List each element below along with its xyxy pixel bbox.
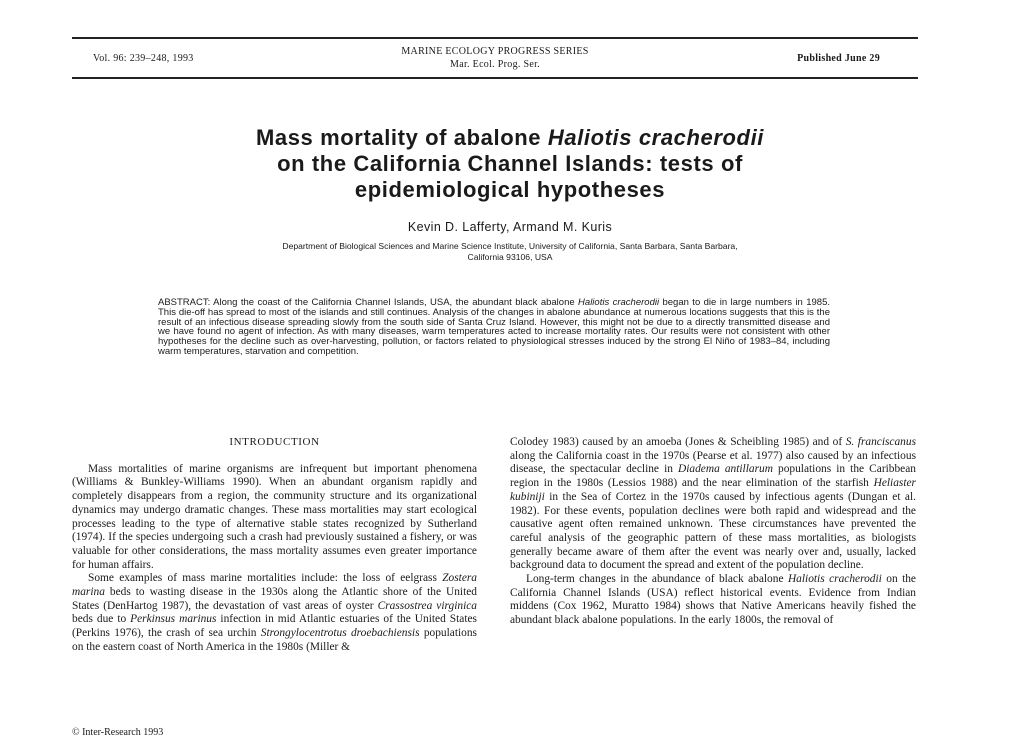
species-name: S. franciscanus	[845, 436, 917, 448]
abstract-label: ABSTRACT:	[158, 297, 211, 308]
volume-info: Vol. 96: 239–248, 1993	[93, 53, 194, 64]
abstract	[158, 298, 830, 357]
affiliation	[80, 241, 940, 263]
copyright-footer: © Inter-Research 1993	[72, 727, 164, 738]
species-name: Haliotis cracherodii	[787, 573, 882, 586]
title-line-2: on the California Channel Islands: tests of	[277, 151, 743, 176]
text-run: along the California coast in the 1970s (Pearse et al. 1977) also caused by an infectious disease, the spectacular decline in	[510, 449, 916, 476]
text-run: Colodey 1983) caused by an amoeba (Jones & Scheibling 1985) and of	[510, 436, 846, 448]
abstract-text-1: Along the coast of the California Channel Islands, USA, the abundant black abalone	[210, 297, 579, 308]
text-run: Long-term changes in the abundance of black abalone	[526, 573, 788, 586]
section-heading-introduction: INTRODUCTION	[229, 436, 320, 448]
intro-paragraph-1: Mass mortalities of marine organisms are infrequent but important phenomena (Williams & Bunkley-Williams 1990). When an abundant organism rapidly and completely disappears from a region, the community structure and its organizational dynamics may undergo dramatic changes. These mass mortalities may start ecological processes leading to the type of alternative stable states recognized by Sutherland (1974). If the species undergoing such a crash had previously sustained a fishery, or was valuable for other considerations, the mass mortality assumes even greater importance for human affairs.	[72, 462, 477, 571]
intro-paragraph-3	[510, 573, 916, 628]
text-run: populations in the Caribbean region in the 1980s (Lessios 1988) and the near elimination of the starfish	[510, 463, 916, 490]
text-run: in the Sea of Cortez in the 1970s caused by infectious agents (Dungan et al. 1982). For these events, population declines were both rapid and widespread and the causative agent often remained unknown. These circumstances have prevented the careful analysis of the geographic pattern of these mass mortalities, as biologists generally became aware of them after the event was nearly over and, usually, lacked background data to document the spread and extent of the population decline.	[510, 490, 916, 572]
title-line-3: epidemiological hypotheses	[354, 177, 666, 202]
text-run: populations on the eastern coast of North America in the 1980s (Miller &	[72, 627, 477, 653]
species-name: Diadema antillarum	[678, 463, 773, 476]
journal-abbrev: Mar. Ecol. Prog. Ser.	[450, 59, 540, 70]
species-name: Perkinsus marinus	[130, 613, 217, 626]
authors: Kevin D. Lafferty, Armand M. Kuris	[407, 220, 613, 234]
title-line-1: Mass mortality of abalone	[255, 125, 548, 150]
species-name: Strongylocentrotus droebachiensis	[260, 627, 420, 640]
affiliation-line-1: Department of Biological Sciences and Marine Science Institute, University of California, Santa Barbara, Santa Barbara,	[282, 241, 738, 251]
species-name: Zostera marina	[72, 572, 477, 599]
text-run: beds due to	[72, 613, 131, 626]
text-run: Some examples of mass marine mortalities include: the loss of eelgrass	[88, 572, 443, 585]
intro-paragraph-2-continued	[510, 436, 916, 573]
text-run: beds to wasting disease in the 1930s along the Atlantic shore of the United States (DenHartog 1987), the devastation of vast areas of oyster	[72, 586, 477, 612]
species-name: Crassostrea virginica	[377, 599, 477, 612]
journal-name: MARINE ECOLOGY PROGRESS SERIES	[401, 46, 589, 57]
text-run: infection in mid Atlantic estuaries of the United States (Perkins 1976), the crash of sea urchin	[72, 613, 477, 640]
header-rule	[72, 77, 918, 79]
published-date: Published June 29	[797, 53, 880, 64]
species-name: Heliaster kubiniji	[510, 477, 916, 503]
article-title	[60, 125, 960, 203]
title-species: Haliotis cracherodii	[547, 125, 765, 150]
column-left	[72, 436, 477, 655]
abstract-text-2: began to die in large numbers in 1985. This die-off has spread to most of the islands and still continues. Analysis of the changes in abalone abundance at numerous locations suggests that this is the result of an infectious disease spreading slowly from the south side of Santa Cruz Island. However, this might not be due to a directly transmitted disease and we have found no agent of infection. As with many diseases, warm temperatures acted to increase mortality rates. Our results were not consistent with other hypotheses for the decline such as over-harvesting, pollution, or factors related to physiological stresses induced by the strong El Niño of 1983–84, including warm temperatures, starvation and competition.	[158, 297, 831, 357]
intro-paragraph-2	[72, 572, 477, 654]
column-right	[510, 436, 916, 628]
abstract-species: Haliotis cracherodii	[578, 297, 660, 308]
affiliation-line-2: California 93106, USA	[467, 252, 553, 262]
top-rule	[72, 37, 918, 39]
text-run: on the California Channel Islands (USA) reflect historical events. Evidence from Indian middens (Cox 1962, Muratto 1984) shows that Native Americans heavily fished the abundant black abalone populations. In the early 1800s, the removal of	[510, 573, 916, 627]
